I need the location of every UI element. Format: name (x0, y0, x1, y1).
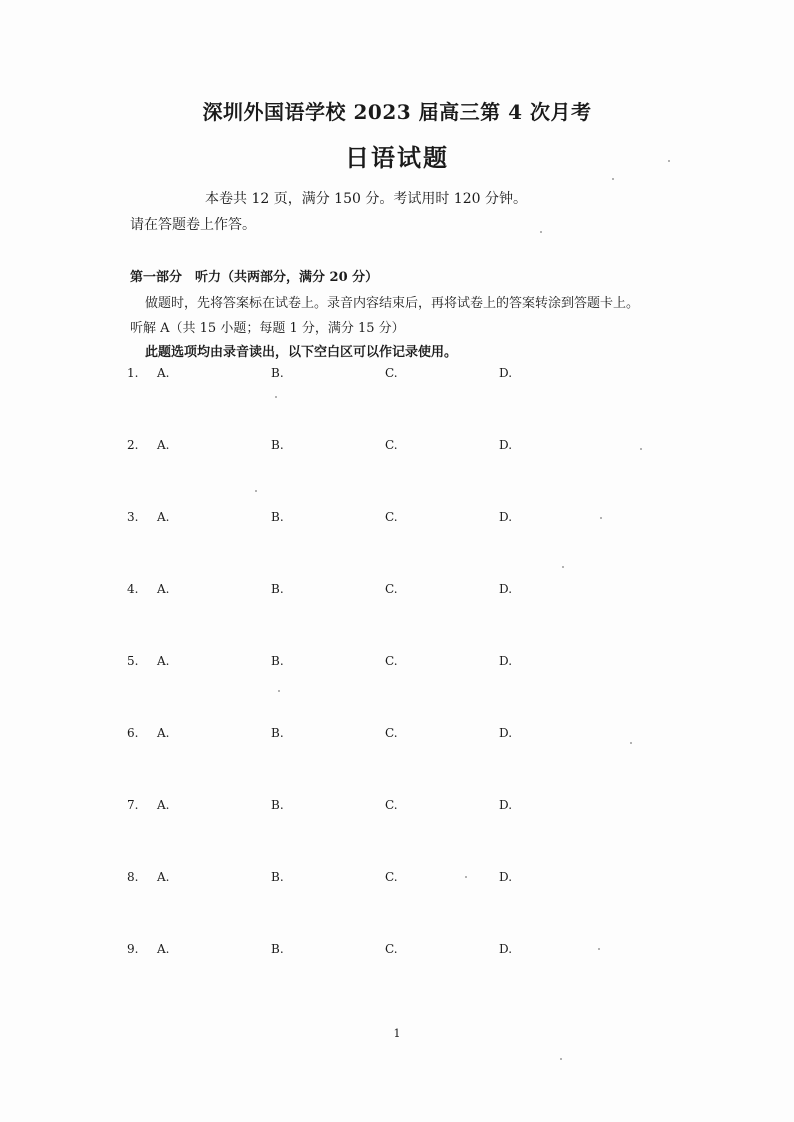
part-a-heading: 听解 A（共 15 小题；每题 1 分，满分 15 分） (130, 321, 405, 336)
scan-speck (612, 178, 614, 180)
section-one-heading: 第一部分 听力（共两部分，满分 20 分） (130, 270, 379, 285)
question-number: 7. (127, 798, 139, 812)
question-row (0, 726, 794, 746)
option-a: A. (157, 942, 170, 956)
exam-title: 深圳外国语学校 2023 届高三第 4 次月考 (202, 100, 592, 124)
option-b: B. (271, 366, 284, 380)
exam-subtitle: 日语试题 (345, 143, 449, 172)
part-a-note: 此题选项均由录音读出，以下空白区可以作记录使用。 (145, 345, 458, 360)
scan-speck (540, 231, 542, 233)
scan-speck (465, 876, 467, 878)
question-number: 9. (127, 942, 139, 956)
option-a: A. (157, 870, 170, 884)
option-a: A. (157, 510, 170, 524)
option-c: C. (385, 654, 398, 668)
option-a: A. (157, 582, 170, 596)
option-b: B. (271, 726, 284, 740)
scan-speck (562, 566, 564, 568)
option-c: C. (385, 870, 398, 884)
section-one-note: 做题时，先将答案标在试卷上。录音内容结束后，再将试卷上的答案转涂到答题卡上。 (145, 296, 640, 311)
scan-speck (598, 948, 600, 950)
option-d: D. (499, 942, 513, 956)
option-d: D. (499, 798, 513, 812)
scan-speck (630, 742, 632, 744)
question-row (0, 438, 794, 458)
option-b: B. (271, 798, 284, 812)
page-number: 1 (393, 1027, 401, 1040)
question-row (0, 942, 794, 962)
option-c: C. (385, 438, 398, 452)
option-d: D. (499, 726, 513, 740)
scan-speck (640, 448, 642, 450)
question-number: 6. (127, 726, 139, 740)
option-a: A. (157, 438, 170, 452)
scan-speck (668, 160, 670, 162)
scan-speck (600, 517, 602, 519)
option-b: B. (271, 582, 284, 596)
scan-speck (255, 490, 257, 492)
option-d: D. (499, 510, 513, 524)
option-b: B. (271, 438, 284, 452)
option-d: D. (499, 870, 513, 884)
option-c: C. (385, 798, 398, 812)
option-c: C. (385, 726, 398, 740)
option-a: A. (157, 726, 170, 740)
option-c: C. (385, 366, 398, 380)
answer-instruction: 请在答题卷上作答。 (130, 217, 256, 233)
option-c: C. (385, 510, 398, 524)
option-a: A. (157, 654, 170, 668)
question-row (0, 366, 794, 386)
option-b: B. (271, 654, 284, 668)
scan-speck (278, 690, 280, 692)
option-a: A. (157, 366, 170, 380)
scan-speck (560, 1058, 562, 1060)
question-number: 5. (127, 654, 139, 668)
option-b: B. (271, 870, 284, 884)
option-c: C. (385, 582, 398, 596)
scan-speck (275, 396, 277, 398)
question-row (0, 654, 794, 674)
option-b: B. (271, 942, 284, 956)
question-row (0, 510, 794, 530)
question-number: 4. (127, 582, 139, 596)
option-b: B. (271, 510, 284, 524)
exam-summary: 本卷共 12 页，满分 150 分。考试用时 120 分钟。 (205, 191, 527, 207)
option-d: D. (499, 654, 513, 668)
question-number: 3. (127, 510, 139, 524)
question-row (0, 870, 794, 890)
question-number: 1. (127, 366, 139, 380)
question-number: 8. (127, 870, 139, 884)
option-c: C. (385, 942, 398, 956)
question-row (0, 798, 794, 818)
option-d: D. (499, 438, 513, 452)
option-a: A. (157, 798, 170, 812)
question-number: 2. (127, 438, 139, 452)
option-d: D. (499, 582, 513, 596)
question-row (0, 582, 794, 602)
option-d: D. (499, 366, 513, 380)
